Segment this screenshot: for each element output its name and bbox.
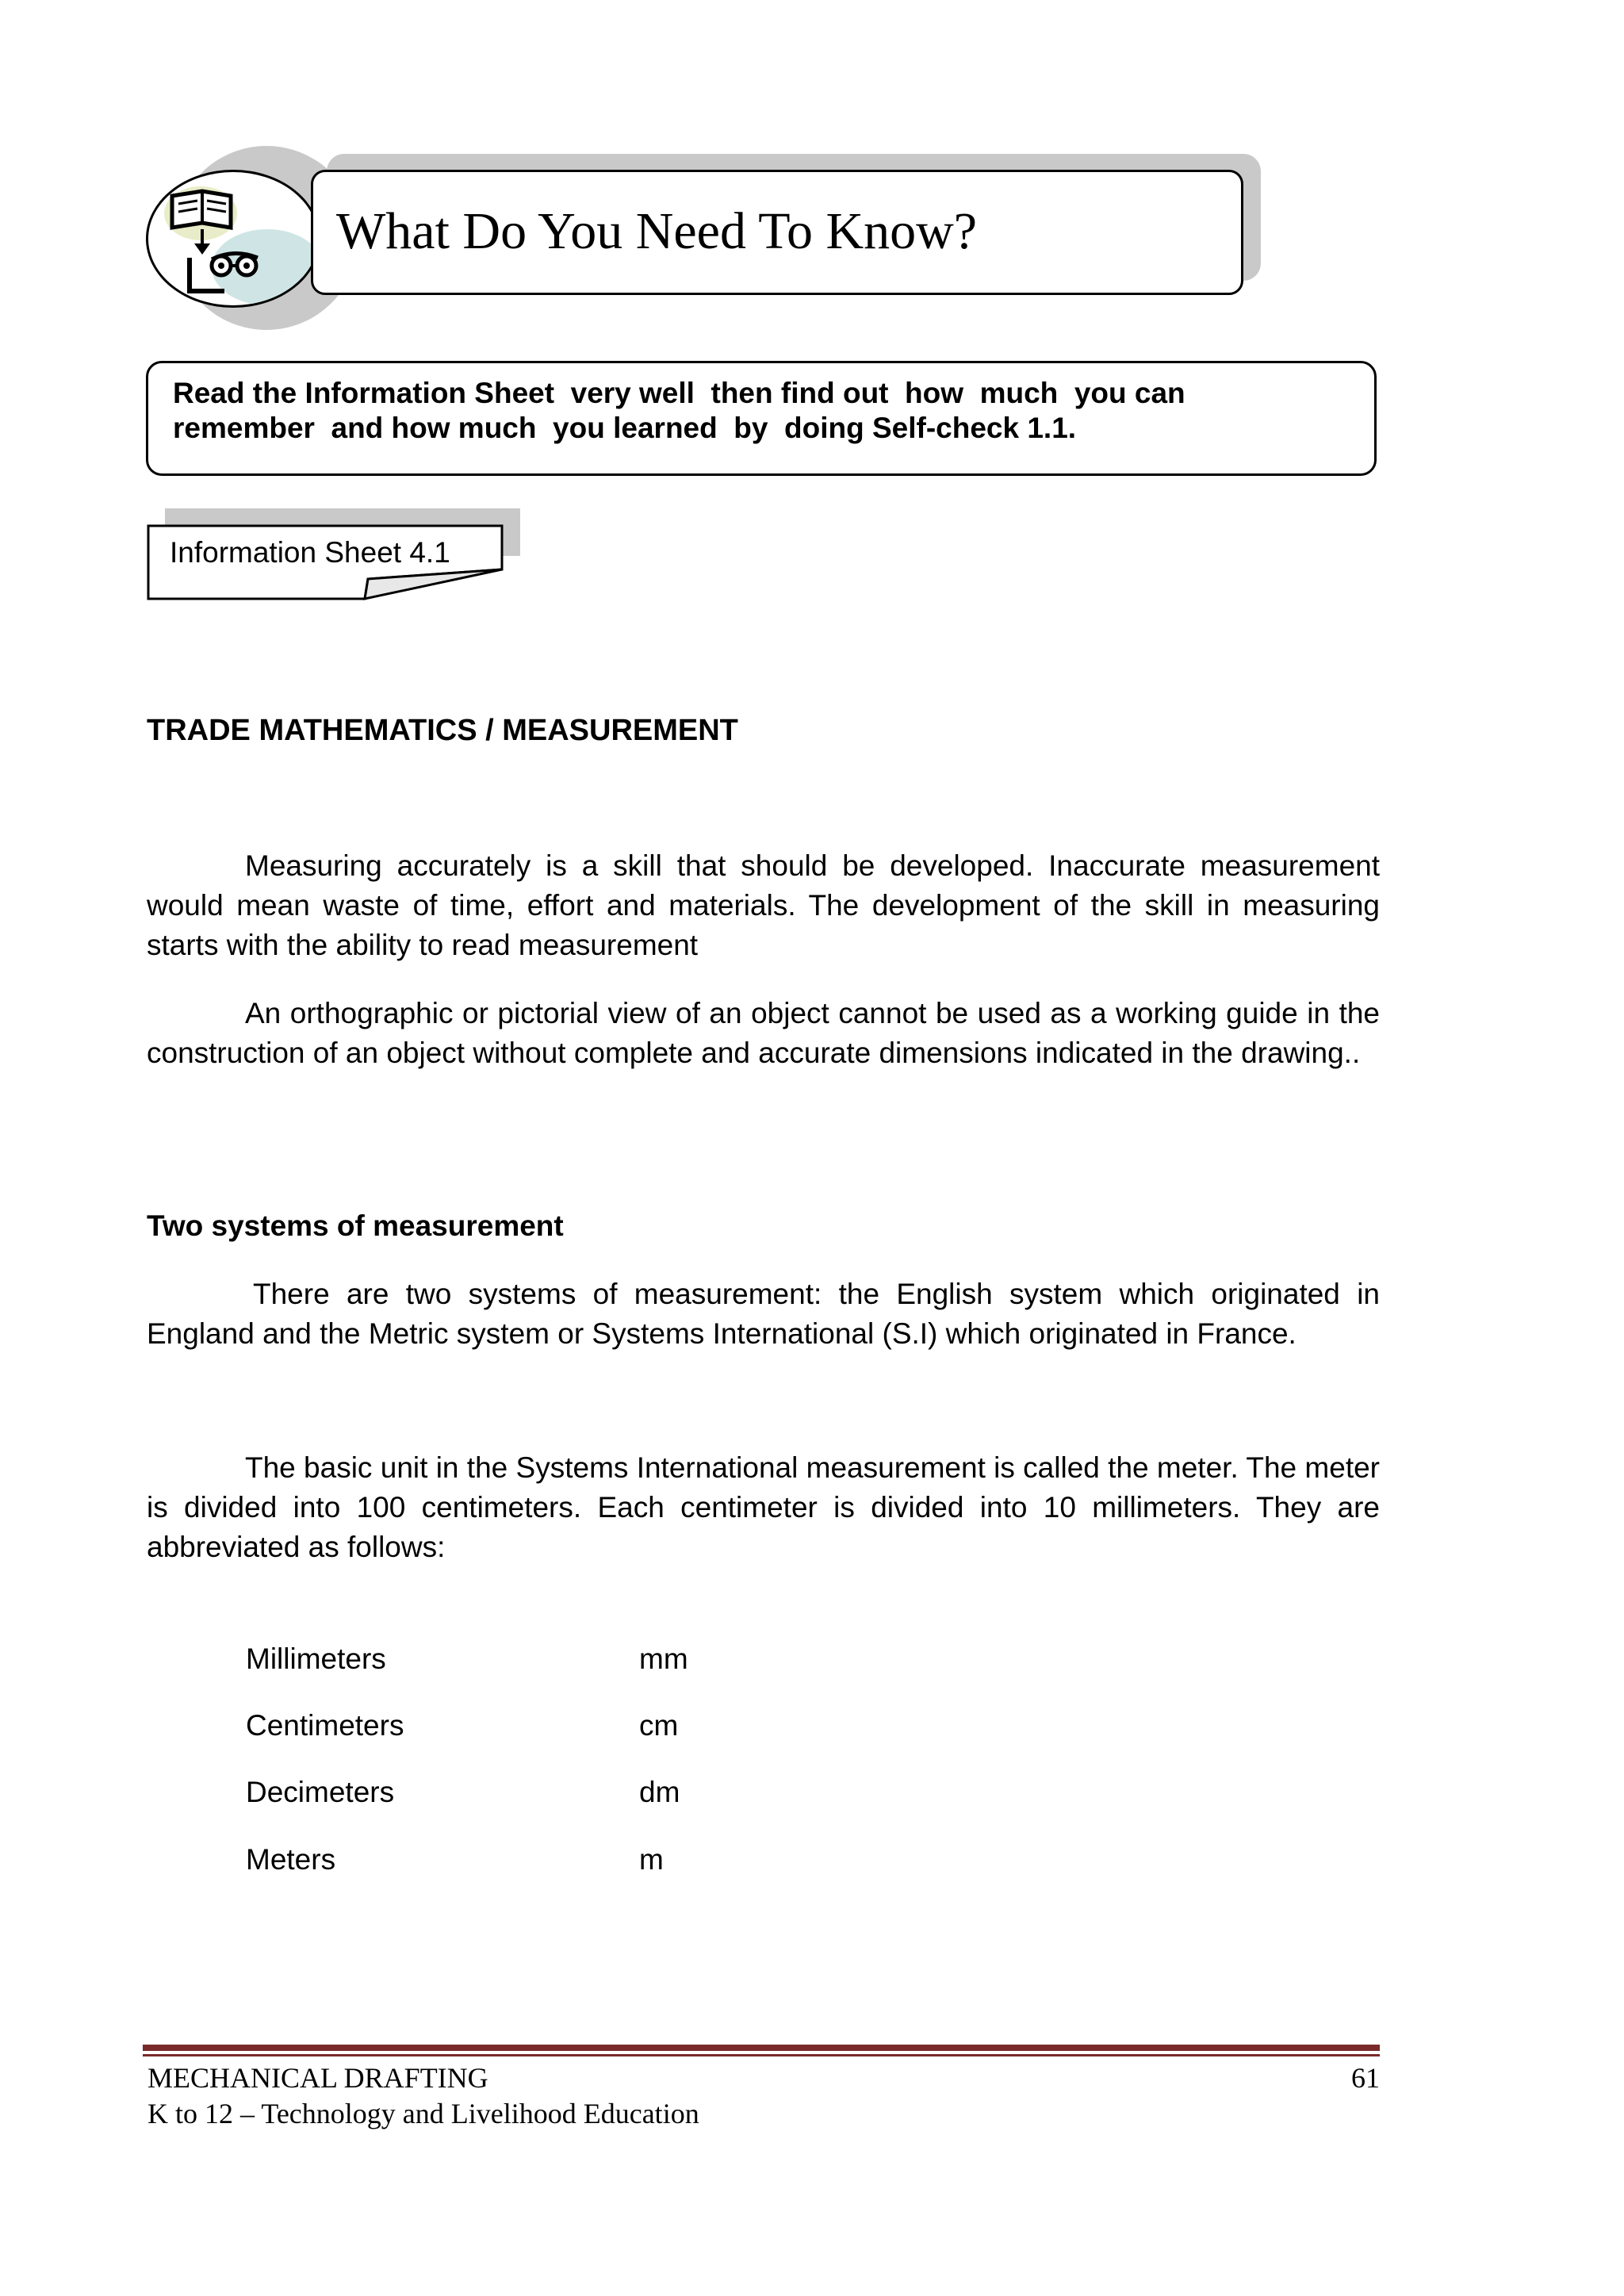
page-number: 61 bbox=[1351, 2062, 1380, 2094]
unit-name: Centimeters bbox=[246, 1709, 404, 1742]
unit-name: Millimeters bbox=[246, 1642, 386, 1675]
book-reader-icon bbox=[148, 172, 318, 305]
paragraph-3: There are two systems of measurement: the English system which originated in England and the Metric system or Systems International (S.I) which originated in France. bbox=[147, 1278, 1380, 1350]
paragraph-2: An orthographic or pictorial view of an object cannot be used as a working guide in the construction of an object without complete and accurate dimensions indicated in the drawing.. bbox=[147, 997, 1380, 1069]
unit-name: Meters bbox=[246, 1843, 336, 1876]
instruction-line-1: Read the Information Sheet very well then find out how much you can bbox=[173, 377, 1185, 409]
footer-course: MECHANICAL DRAFTING bbox=[147, 2062, 488, 2094]
unit-abbr: mm bbox=[639, 1642, 688, 1675]
footer-rule-thin bbox=[143, 2054, 1380, 2056]
footer-rule bbox=[143, 2045, 1380, 2051]
instruction-line-2: remember and how much you learned by doing Self-check 1.1. bbox=[173, 412, 1077, 444]
instruction-text bbox=[173, 376, 1323, 446]
paragraph-1: Measuring accurately is a skill that should be developed. Inaccurate measurement would mean waste of time, effort and materials. The development of the skill in measuring starts with the ability to read measurement bbox=[147, 849, 1380, 961]
unit-abbr: cm bbox=[639, 1709, 679, 1742]
paragraph-4: The basic unit in the Systems International measurement is called the meter. The meter is divided into 100 centimeters. Each centimeter is divided into 10 millimeters. They are abbreviated as follows: bbox=[147, 1451, 1380, 1563]
footer-subtitle: K to 12 – Technology and Livelihood Education bbox=[147, 2098, 699, 2129]
subheading: Two systems of measurement bbox=[147, 1209, 564, 1242]
info-sheet-label: Information Sheet 4.1 bbox=[170, 536, 450, 569]
unit-name: Decimeters bbox=[246, 1776, 395, 1808]
banner-icon-circle bbox=[146, 170, 320, 308]
section-heading: TRADE MATHEMATICS / MEASUREMENT bbox=[147, 714, 738, 747]
unit-abbr: dm bbox=[639, 1776, 680, 1808]
page-title: What Do You Need To Know? bbox=[336, 202, 978, 260]
unit-abbr: m bbox=[639, 1843, 664, 1876]
